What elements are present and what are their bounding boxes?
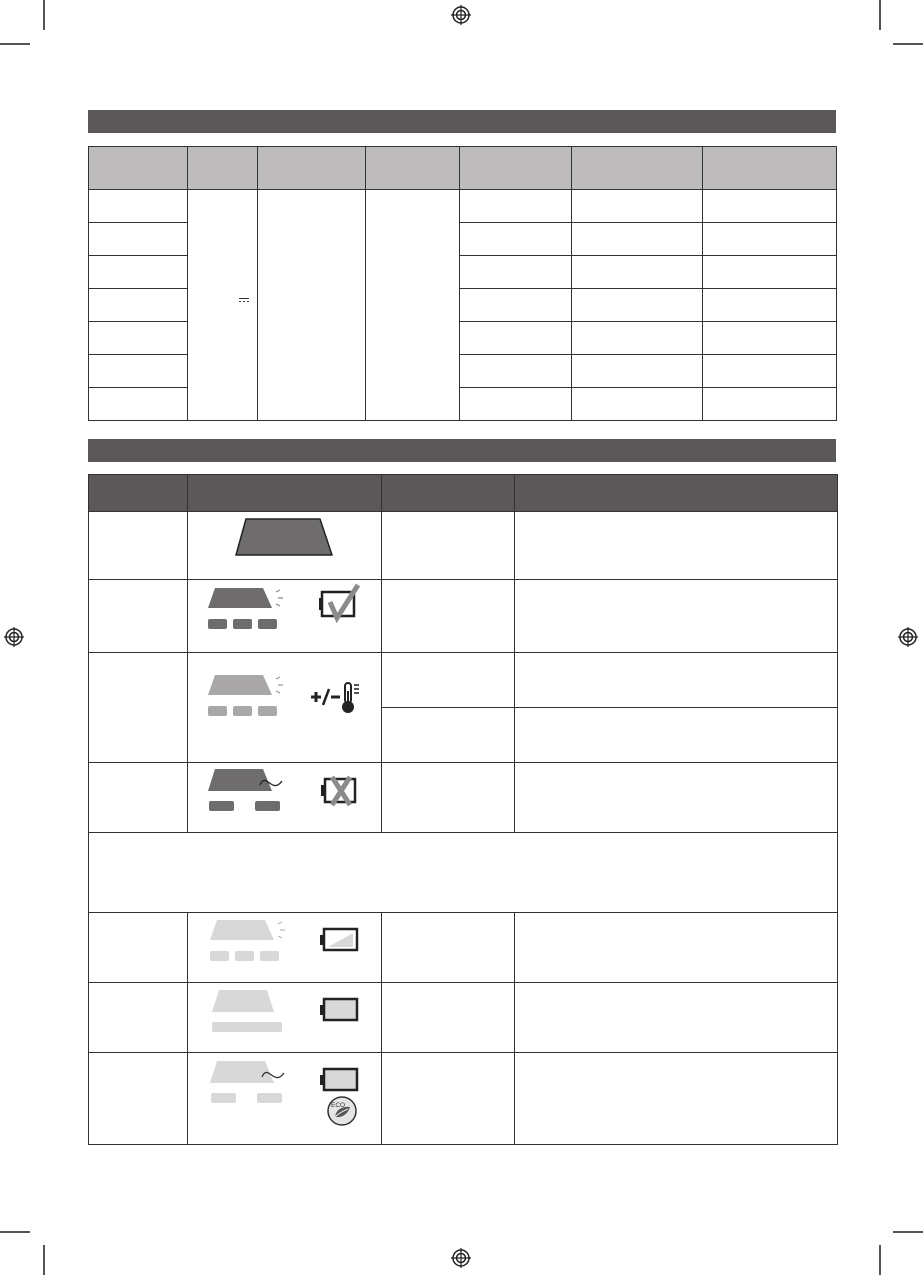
- table-cell: [89, 1053, 188, 1145]
- table-cell: [382, 983, 515, 1053]
- table-cell: [515, 763, 838, 833]
- spec-table: [88, 146, 837, 421]
- battery-full-icon: [320, 997, 360, 1023]
- table-cell: [703, 256, 837, 289]
- icon-cell: [188, 1053, 382, 1145]
- table-cell: [89, 289, 188, 322]
- registration-mark-icon: [451, 1248, 471, 1268]
- table-cell: [460, 289, 572, 322]
- crop-mark-icon: [43, 0, 45, 30]
- table-row: [89, 190, 837, 223]
- table-cell: [703, 355, 837, 388]
- crop-mark-icon: [879, 1245, 881, 1275]
- table-cell: [89, 653, 188, 763]
- table-cell: [89, 580, 188, 653]
- table-cell: [382, 913, 515, 983]
- battery-charging-icon: [320, 927, 360, 953]
- table-row: [89, 913, 838, 983]
- table-cell: [460, 388, 572, 421]
- table-row: [89, 833, 838, 913]
- eco-leaf-icon: [326, 1095, 358, 1127]
- icon-cell: [188, 512, 382, 580]
- table-cell: [572, 322, 703, 355]
- indicator-header-cell: [89, 475, 188, 512]
- table-cell: [382, 580, 515, 653]
- table-cell: [382, 708, 515, 763]
- table-cell: [515, 1053, 838, 1145]
- table-row: [89, 580, 838, 653]
- indicator-header-cell: [515, 475, 838, 512]
- charger-led-icon: [206, 767, 296, 813]
- table-cell: [382, 1053, 515, 1145]
- table-cell: [89, 223, 188, 256]
- voltage-merged-cell: [188, 190, 258, 421]
- merged-cell: [258, 190, 366, 421]
- registration-mark-icon: [451, 5, 471, 25]
- table-cell: [703, 289, 837, 322]
- table-row: [89, 512, 838, 580]
- registration-mark-icon: [898, 627, 918, 647]
- icon-cell: [188, 763, 382, 833]
- crop-mark-icon: [879, 0, 881, 30]
- section-bar-specifications: [88, 110, 836, 133]
- spec-header-cell: [703, 147, 837, 190]
- table-row: [89, 1053, 838, 1145]
- table-cell: [382, 763, 515, 833]
- spec-header-cell: [188, 147, 258, 190]
- spec-header-cell: [366, 147, 460, 190]
- table-cell: [515, 580, 838, 653]
- spec-header-row: [89, 147, 837, 190]
- table-cell: [89, 190, 188, 223]
- table-cell: [89, 388, 188, 421]
- dc-symbol-icon: [239, 298, 249, 302]
- table-cell: [515, 708, 838, 763]
- crop-mark-icon: [43, 1245, 45, 1275]
- table-cell: [89, 983, 188, 1053]
- table-row: [89, 653, 838, 708]
- icon-cell: [188, 983, 382, 1053]
- table-cell: [572, 388, 703, 421]
- icon-cell: [188, 913, 382, 983]
- crop-mark-icon: [893, 1231, 923, 1233]
- spec-header-cell: [572, 147, 703, 190]
- charger-led-icon: [208, 1059, 298, 1105]
- table-cell: [460, 190, 572, 223]
- table-cell: [89, 763, 188, 833]
- spec-header-cell: [460, 147, 572, 190]
- table-cell: [89, 512, 188, 580]
- note-cell: [89, 833, 838, 913]
- eco-label: ECO: [331, 1102, 346, 1109]
- battery-full-icon: [320, 1067, 360, 1093]
- table-cell: [515, 512, 838, 580]
- table-cell: [382, 653, 515, 708]
- indicator-header-row: [89, 475, 838, 512]
- battery-fault-icon: [320, 775, 364, 807]
- table-cell: [572, 223, 703, 256]
- indicator-header-cell: [188, 475, 382, 512]
- section-bar-indicators: [88, 439, 836, 462]
- crop-mark-icon: [0, 43, 30, 45]
- registration-mark-icon: [4, 627, 24, 647]
- table-row: [89, 763, 838, 833]
- table-cell: [89, 256, 188, 289]
- spec-header-cell: [89, 147, 188, 190]
- table-cell: [460, 355, 572, 388]
- table-cell: [572, 355, 703, 388]
- icon-cell: [188, 653, 382, 763]
- table-cell: [89, 355, 188, 388]
- table-cell: [460, 322, 572, 355]
- charger-led-icon: [206, 586, 286, 632]
- table-cell: [460, 256, 572, 289]
- table-cell: [703, 190, 837, 223]
- battery-check-icon: [318, 582, 362, 626]
- table-cell: [703, 388, 837, 421]
- crop-mark-icon: [0, 1231, 30, 1233]
- crop-mark-icon: [893, 43, 923, 45]
- merged-cell: [366, 190, 460, 421]
- charger-led-icon: [206, 673, 286, 719]
- table-cell: [572, 190, 703, 223]
- charger-led-icon: [234, 517, 334, 557]
- table-cell: [572, 256, 703, 289]
- spec-header-cell: [258, 147, 366, 190]
- icon-cell: [188, 580, 382, 653]
- indicator-header-cell: [382, 475, 515, 512]
- table-row: [89, 983, 838, 1053]
- table-cell: [515, 983, 838, 1053]
- table-cell: [89, 913, 188, 983]
- charger-led-icon: [210, 988, 286, 1034]
- indicator-table: [88, 474, 838, 1145]
- table-cell: [515, 913, 838, 983]
- table-cell: [703, 322, 837, 355]
- table-cell: [515, 653, 838, 708]
- table-cell: [382, 512, 515, 580]
- table-cell: [89, 322, 188, 355]
- table-cell: [572, 289, 703, 322]
- table-cell: [703, 223, 837, 256]
- charger-led-icon: [208, 918, 288, 964]
- temperature-icon: [310, 681, 364, 715]
- table-cell: [460, 223, 572, 256]
